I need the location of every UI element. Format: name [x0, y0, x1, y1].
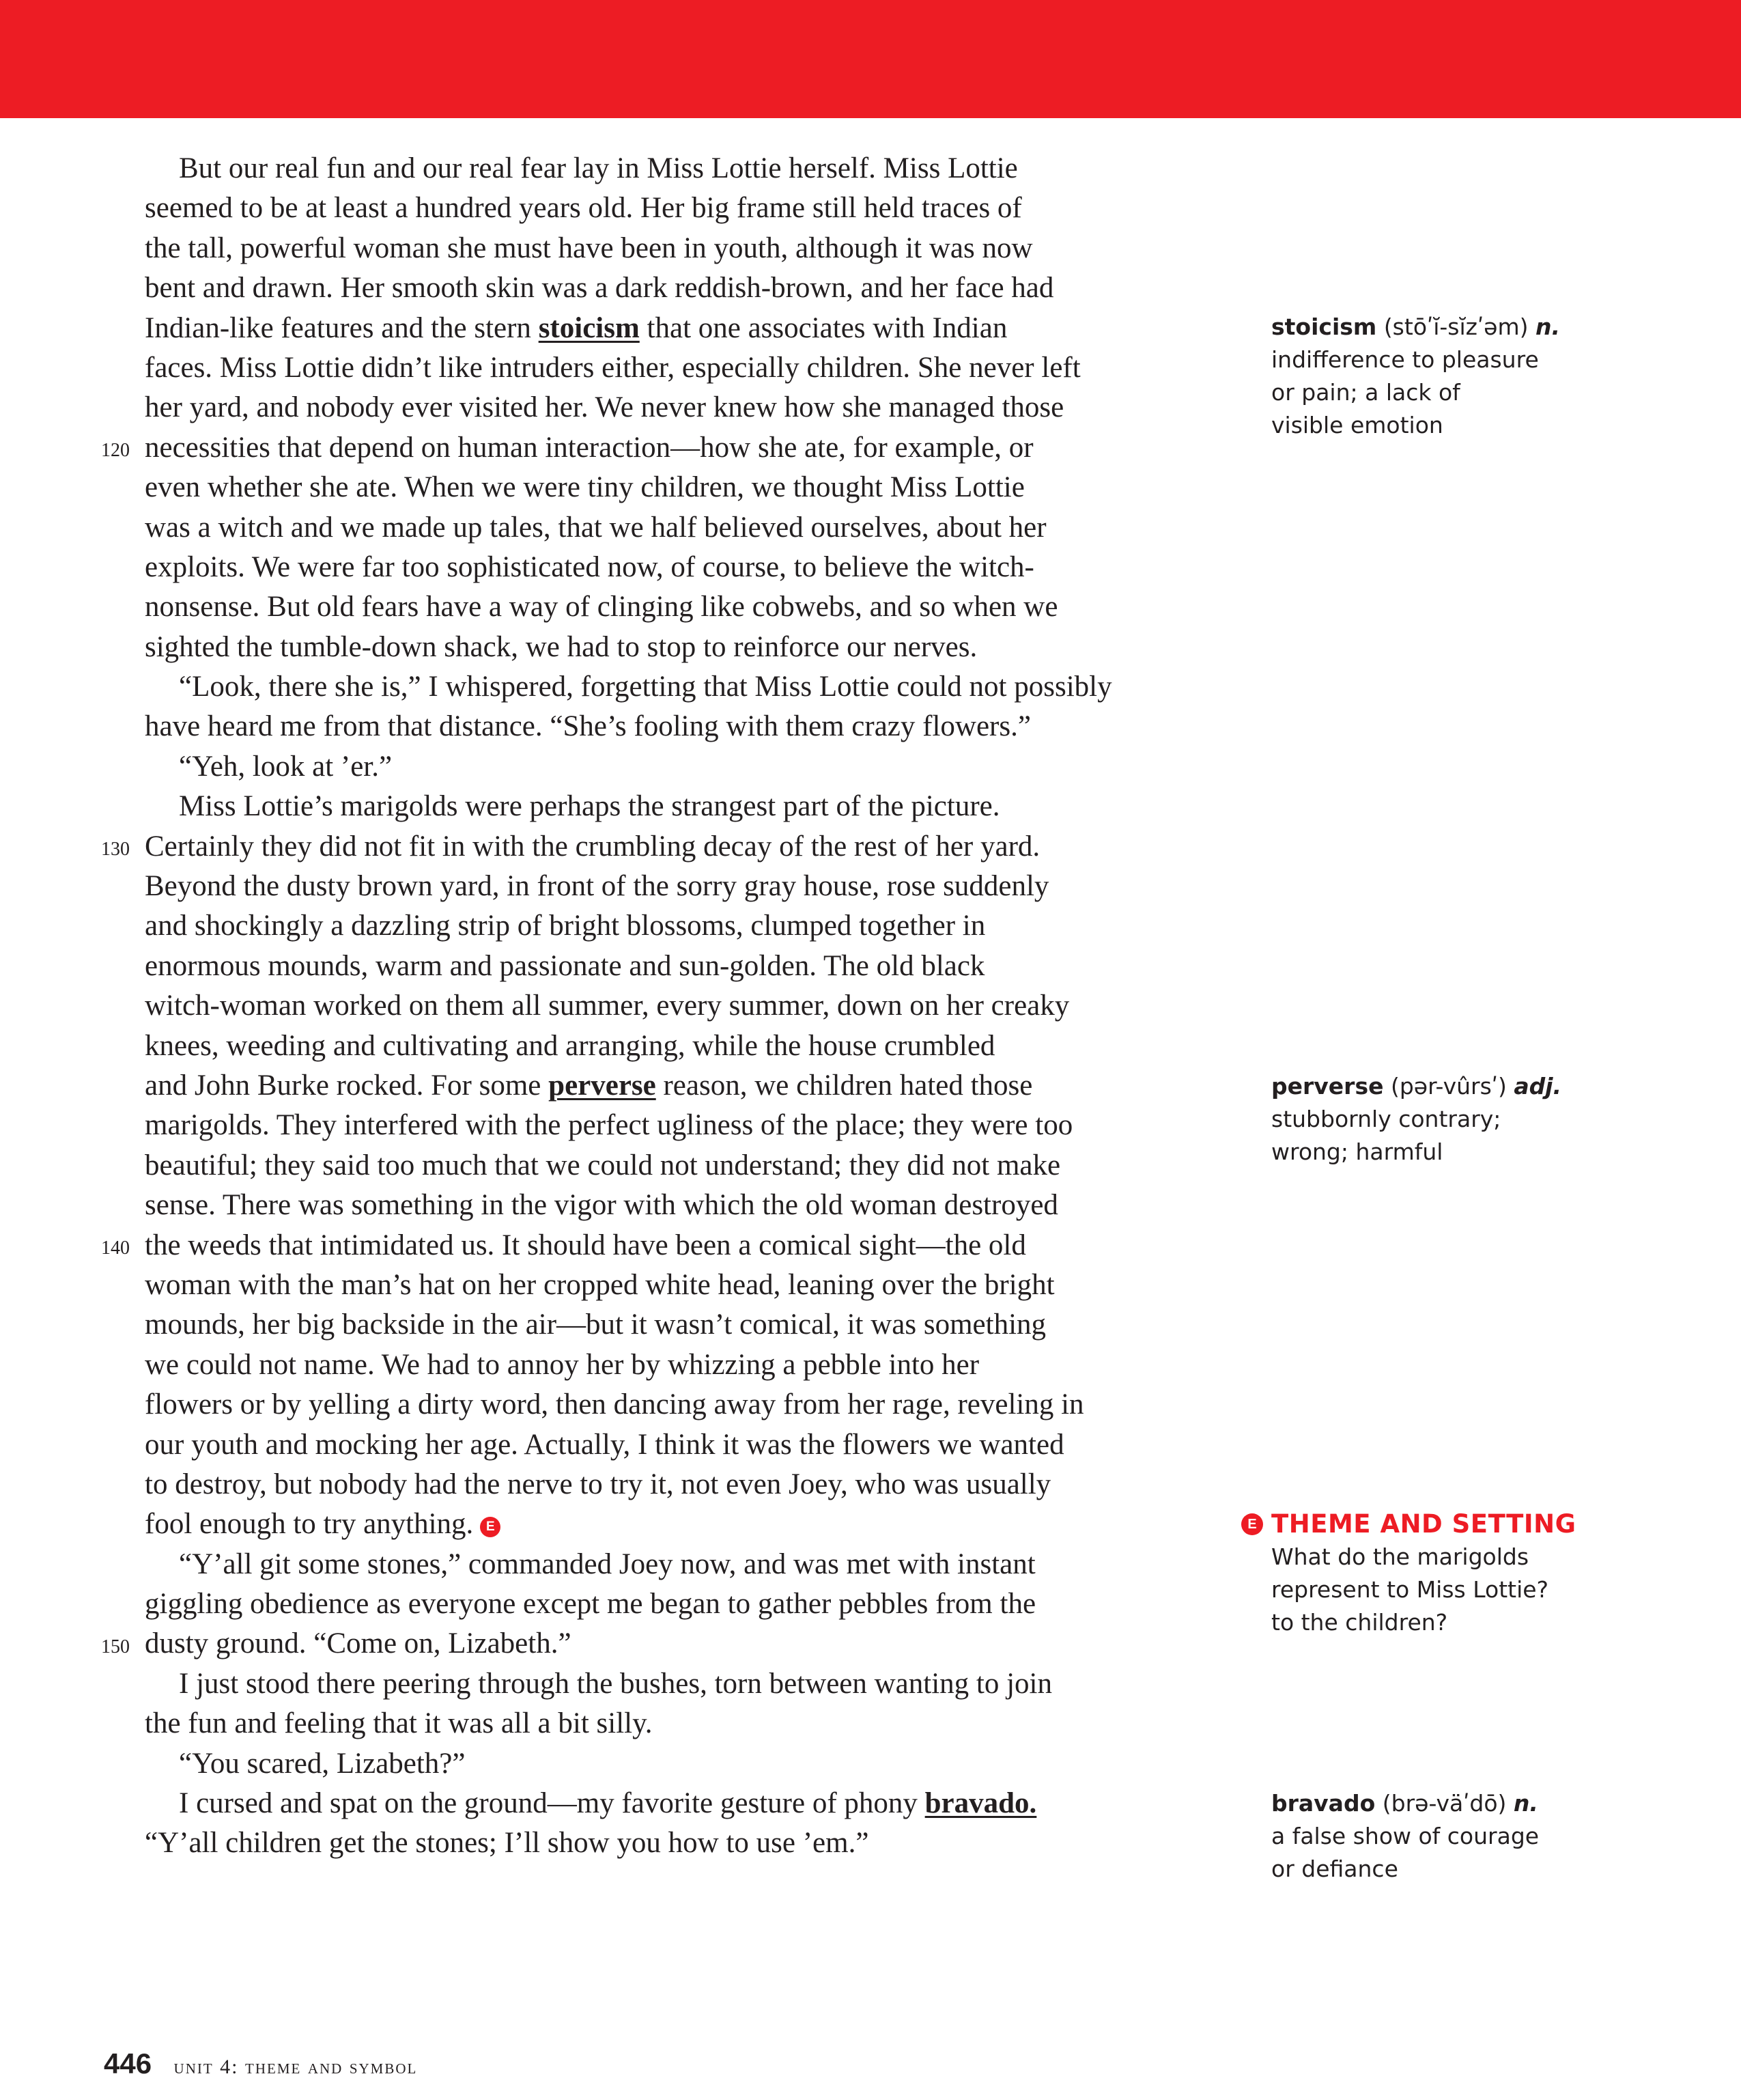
theme-and-setting-note: [1247, 1508, 1626, 1639]
text-line: [145, 229, 1210, 268]
vocab-part-of-speech: adj.: [1514, 1073, 1562, 1100]
text-run: and shockingly a dazzling strip of bright blossoms, clumped together in: [145, 910, 986, 942]
text-run: marigolds. They interfered with the perfect ugliness of the place; they were too: [145, 1109, 1073, 1142]
vocab-part-of-speech: n.: [1513, 1790, 1538, 1817]
text-run: the fun and feeling that it was all a bit silly.: [145, 1707, 653, 1740]
text-run: enormous mounds, warm and passionate and sun-golden. The old black: [145, 949, 985, 982]
text-run: our youth and mocking her age. Actually, I think it was the flowers we wanted: [145, 1428, 1064, 1461]
line-number: 150: [101, 1636, 130, 1657]
page-footer: [104, 2047, 417, 2080]
text-line: [145, 628, 1210, 667]
vocab-definition-line: stubbornly contrary;: [1271, 1106, 1501, 1132]
text-line: [145, 1744, 1210, 1784]
text-line: [145, 1704, 1210, 1744]
vocab-definition-line: or defiance: [1271, 1856, 1398, 1882]
text-run: Beyond the dusty brown yard, in front of the sorry gray house, rose suddenly: [145, 870, 1049, 903]
text-run: flowers or by yelling a dirty word, then dancing away from her rage, reveling in: [145, 1388, 1084, 1421]
vocab-term: stoicism: [1271, 313, 1377, 340]
note-question-line: represent to Miss Lottie?: [1271, 1576, 1549, 1603]
vocab-pronunciation: (brə-väʹdō): [1382, 1790, 1507, 1817]
text-line: [145, 1584, 1210, 1624]
text-run: Indian-like features and the stern: [145, 311, 539, 344]
text-run: have heard me from that distance. “She’s fooling with them crazy flowers.”: [145, 710, 1031, 743]
vocab-definition-line: or pain; a lack of: [1271, 379, 1460, 406]
text-run: to destroy, but nobody had the nerve to try it, not even Joey, who was usually: [145, 1468, 1051, 1500]
vocab-pronunciation: (pər-vûrsʹ): [1390, 1073, 1507, 1100]
text-line: [145, 309, 1210, 348]
text-run: necessities that depend on human interaction—how she ate, for example, or: [145, 431, 1034, 464]
text-run: sense. There was something in the vigor with which the old woman destroyed: [145, 1189, 1058, 1222]
text-line: [145, 1345, 1210, 1385]
line-number: 140: [101, 1237, 130, 1259]
text-line: [145, 787, 1210, 826]
text-line: [145, 867, 1210, 906]
text-line: [145, 1823, 1210, 1863]
page-number: 446: [104, 2047, 152, 2080]
header-color-bar: [0, 0, 1741, 118]
vocab-part-of-speech: n.: [1535, 313, 1560, 340]
text-line: [145, 468, 1210, 507]
vocab-pronunciation: (stōʹĭ-sĭzʹəm): [1383, 313, 1529, 340]
text-line: [145, 1624, 1210, 1664]
text-line: [145, 1106, 1210, 1145]
letter-e-badge-icon: E: [480, 1517, 500, 1537]
text-run: “You scared, Lizabeth?”: [179, 1747, 466, 1780]
note-question-line: What do the marigolds: [1271, 1543, 1529, 1570]
text-run: “Y’all git some stones,” commanded Joey now, and was met with instant: [179, 1548, 1036, 1580]
text-line: [145, 1186, 1210, 1225]
text-run: “Y’all children get the stones; I’ll show you how to use ’em.”: [145, 1827, 869, 1860]
text-run: was a witch and we made up tales, that we half believed ourselves, about her: [145, 511, 1047, 544]
text-run: sighted the tumble-down shack, we had to stop to reinforce our nerves.: [145, 630, 978, 663]
text-line: [145, 388, 1210, 428]
text-line: [145, 1425, 1210, 1465]
text-line: [145, 1465, 1210, 1504]
text-run: “Yeh, look at ’er.”: [179, 750, 393, 783]
text-run: faces. Miss Lottie didn’t like intruders either, especially children. She never left: [145, 351, 1081, 384]
text-line: [145, 508, 1210, 548]
text-run: woman with the man’s hat on her cropped white head, leaning over the bright: [145, 1268, 1055, 1301]
text-line: [145, 707, 1210, 746]
text-run: Certainly they did not fit in with the crumbling decay of the rest of her yard.: [145, 830, 1041, 863]
vocabulary-word: perverse: [548, 1069, 656, 1102]
text-line: [145, 1066, 1210, 1106]
text-run: and John Burke rocked. For some: [145, 1069, 549, 1102]
text-run: we could not name. We had to annoy her by whizzing a pebble into her: [145, 1348, 980, 1381]
text-run: Miss Lottie’s marigolds were perhaps the strangest part of the picture.: [179, 790, 1000, 823]
text-line: [145, 587, 1210, 627]
text-run: the tall, powerful woman she must have been in youth, although it was now: [145, 232, 1033, 264]
vocab-term: perverse: [1271, 1073, 1384, 1100]
text-line: [145, 428, 1210, 468]
letter-e-badge-icon: E: [1241, 1513, 1263, 1535]
vocabulary-word: stoicism: [538, 311, 640, 344]
text-line: [145, 947, 1210, 986]
text-run: seemed to be at least a hundred years old. Her big frame still held traces of: [145, 192, 1022, 225]
vocab-definition-line: a false show of courage: [1271, 1823, 1540, 1849]
text-run: witch-woman worked on them all summer, every summer, down on her creaky: [145, 990, 1070, 1022]
vocab-definition-line: wrong; harmful: [1271, 1138, 1443, 1165]
text-run: the weeds that intimidated us. It should have been a comical sight—the old: [145, 1229, 1026, 1261]
text-line: [145, 149, 1210, 188]
text-line: [145, 1026, 1210, 1066]
text-run: knees, weeding and cultivating and arranging, while the house crumbled: [145, 1029, 995, 1062]
text-line: [145, 1664, 1210, 1704]
story-text: [145, 149, 1210, 1864]
text-run: bent and drawn. Her smooth skin was a dark reddish-brown, and her face had: [145, 272, 1054, 305]
text-run: fool enough to try anything.: [145, 1508, 474, 1541]
text-run: even whether she ate. When we were tiny children, we thought Miss Lottie: [145, 471, 1025, 504]
text-line: [145, 827, 1210, 867]
text-line: [145, 1504, 1210, 1544]
text-line: [145, 1305, 1210, 1345]
vocab-note-perverse: [1271, 1070, 1626, 1168]
text-run: her yard, and nobody ever visited her. We never knew how she managed those: [145, 391, 1064, 424]
text-run: I cursed and spat on the ground—my favorite gesture of phony: [179, 1787, 925, 1820]
text-line: [145, 1784, 1210, 1823]
line-number: 120: [101, 439, 130, 461]
text-run: But our real fun and our real fear lay in Miss Lottie herself. Miss Lottie: [179, 152, 1018, 184]
text-line: [145, 348, 1210, 388]
text-run: that one associates with Indian: [639, 311, 1008, 344]
text-line: [145, 747, 1210, 787]
text-line: [145, 986, 1210, 1026]
text-run: nonsense. But old fears have a way of clinging like cobwebs, and so when we: [145, 591, 1058, 624]
text-run: beautiful; they said too much that we could not understand; they did not make: [145, 1149, 1061, 1181]
vocab-term: bravado: [1271, 1790, 1376, 1817]
text-line: [145, 1146, 1210, 1186]
vocabulary-word: bravado.: [924, 1787, 1037, 1820]
vocab-definition-line: visible emotion: [1271, 412, 1443, 438]
text-run: I just stood there peering through the bushes, torn between wanting to join: [179, 1667, 1052, 1700]
text-line: [145, 188, 1210, 228]
note-heading: THEME AND SETTING: [1271, 1509, 1576, 1539]
text-run: giggling obedience as everyone except me began to gather pebbles from the: [145, 1588, 1036, 1621]
text-line: [145, 1545, 1210, 1584]
text-run: “Look, there she is,” I whispered, forgetting that Miss Lottie could not possibly: [179, 671, 1112, 703]
text-run: mounds, her big backside in the air—but it wasn’t comical, it was something: [145, 1308, 1047, 1341]
text-line: [145, 1265, 1210, 1305]
text-line: [145, 906, 1210, 946]
vocab-note-stoicism: [1271, 311, 1626, 442]
text-run: exploits. We were far too sophisticated now, of course, to believe the witch-: [145, 550, 1034, 583]
vocab-definition-line: indifference to pleasure: [1271, 346, 1539, 373]
text-line: [145, 1226, 1210, 1265]
vocab-note-bravado: [1271, 1787, 1626, 1886]
note-question-line: to the children?: [1271, 1609, 1448, 1636]
running-head: unit 4: theme and symbol: [173, 2056, 418, 2078]
text-line: [145, 1385, 1210, 1425]
text-line: [145, 667, 1210, 707]
line-number: 130: [101, 838, 130, 860]
text-line: [145, 548, 1210, 587]
text-run: dusty ground. “Come on, Lizabeth.”: [145, 1627, 571, 1660]
text-line: [145, 268, 1210, 308]
text-run: reason, we children hated those: [655, 1069, 1033, 1102]
